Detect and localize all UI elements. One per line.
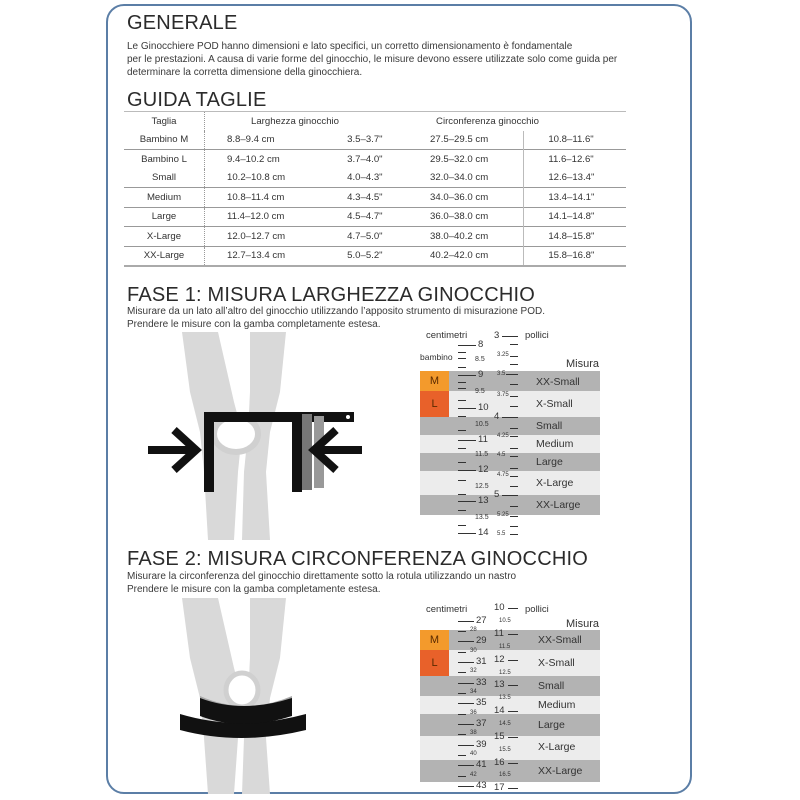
inch-major-label: 10: [494, 602, 505, 613]
inch-major-label: 13: [494, 679, 505, 690]
cm-minor-label: 10.5: [475, 421, 489, 428]
cm-major-label: 35: [476, 697, 487, 708]
inch-minor-label: 4.25: [497, 433, 509, 439]
cm-major-label: 9: [478, 369, 484, 380]
inch-minor-label: 15.5: [499, 747, 511, 753]
inch-major-label: 5: [494, 489, 500, 500]
phase1-text-line-1: Misurare da un lato all’altro del ginocchio utilizzando l’apposito strumento di misurazione POD.: [127, 306, 545, 317]
inch-major-label: 4: [494, 411, 500, 422]
cm-major-label: 39: [476, 739, 487, 750]
badge-kid-m: M: [420, 371, 449, 391]
cm-minor-label: 36: [470, 710, 477, 716]
inch-minor-label: 14.5: [499, 721, 511, 727]
phase2-text-line-2: Prendere le misure con la gamba completamente estesa.: [127, 584, 381, 595]
cm-minor-label: 12.5: [475, 483, 489, 490]
size-label: Misura: [566, 358, 600, 370]
inch-minor-label: 4.5: [497, 452, 506, 458]
cell-size: Large: [124, 207, 205, 227]
cell-circ-in: 12.6–13.4": [548, 172, 595, 184]
band-label: XX-Small: [538, 634, 582, 646]
badge-kid-l: L: [420, 650, 449, 676]
table-row: [124, 207, 626, 227]
cell-size: Bambino M: [124, 131, 205, 150]
cell-circ-cm: 38.0–40.2 cm: [410, 227, 524, 247]
cell-circ-in: 13.4–14.1": [524, 188, 626, 208]
cell-width-in: 3.7–4.0": [321, 150, 410, 169]
cell-width-in: 4.5–4.7": [321, 207, 410, 227]
inch-minor-label: 5.25: [497, 512, 509, 518]
section-title-phase1: FASE 1: MISURA LARGHEZZA GINOCCHIO: [127, 284, 535, 306]
band-label: XX-Large: [536, 499, 581, 511]
cell-width-in: 4.7–5.0": [321, 227, 410, 247]
header-width: Larghezza ginocchio: [251, 115, 340, 127]
cell-width-cm: 10.8–11.4 cm: [205, 188, 322, 208]
cm-major-label: 33: [476, 677, 487, 688]
cm-minor-label: 9.5: [475, 388, 485, 395]
cell-circ-cm: 36.0–38.0 cm: [410, 207, 524, 227]
badge-kid-m: M: [420, 630, 449, 650]
cm-minor-label: 28: [470, 627, 477, 633]
inch-major-label: 11: [494, 628, 504, 639]
cm-minor-label: 8.5: [475, 356, 485, 363]
cm-minor-label: 32: [470, 668, 477, 674]
cell-width-cm: 11.4–12.0 cm: [205, 207, 322, 227]
inch-minor-label: 13.5: [499, 695, 511, 701]
cm-major-label: 27: [476, 615, 487, 626]
table-row: [124, 150, 626, 169]
table-row: [124, 131, 626, 150]
phase1-text-line-2: Prendere le misure con la gamba completamente estesa.: [127, 319, 381, 330]
cm-minor-label: 13.5: [475, 514, 489, 521]
cm-major-label: 11: [478, 434, 488, 445]
knee-caliper-illustration: [130, 332, 380, 540]
cell-circ-in: 15.8–16.8": [524, 246, 626, 266]
band-label: Small: [538, 680, 565, 692]
width-ruler-chart: [420, 330, 610, 540]
band-label: X-Small: [536, 398, 573, 410]
band-label: X-Large: [536, 477, 574, 489]
inch-minor-label: 5.5: [497, 531, 506, 537]
cell-size: Medium: [124, 188, 205, 208]
band-label: Large: [536, 456, 563, 468]
cell-circ-cm: 27.5–29.5 cm: [410, 131, 524, 150]
cell-width-cm: 12.7–13.4 cm: [205, 246, 322, 266]
cell-circ-in: 14.1–14.8": [524, 207, 626, 227]
inch-minor-label: 16.5: [499, 772, 511, 778]
cm-major-label: 37: [476, 718, 487, 729]
band-small: [420, 676, 600, 696]
cell-width-in: 3.5–3.7": [347, 134, 383, 146]
band-label: X-Small: [538, 657, 575, 669]
band-label: Medium: [536, 438, 574, 450]
cell-circ-in: 10.8–11.6": [548, 134, 594, 146]
inch-major-label: 12: [494, 654, 505, 665]
cell-width-in: 5.0–5.2": [321, 246, 410, 266]
cm-minor-label: 40: [470, 751, 477, 757]
cm-label: centimetri: [426, 604, 468, 615]
cell-width-in: 4.0–4.3": [347, 172, 383, 184]
band-label: Large: [538, 719, 565, 731]
cell-size: X-Large: [124, 227, 205, 247]
inch-major-label: 3: [494, 330, 500, 341]
section-title-general: GENERALE: [127, 12, 238, 34]
cm-minor-label: 34: [470, 689, 477, 695]
inch-minor-label: 3.5: [497, 371, 506, 377]
cm-minor-label: 38: [470, 730, 477, 736]
band-small: [420, 417, 600, 435]
table-row: [124, 169, 626, 188]
inch-major-label: 16: [494, 757, 505, 768]
general-text-line-1: Le Ginocchiere POD hanno dimensioni e lato specifici, un corretto dimensionamento è fondamentale: [127, 41, 573, 52]
section-title-size-guide: GUIDA TAGLIE: [127, 89, 267, 111]
inch-minor-label: 3.25: [497, 352, 509, 358]
cell-width-cm: 9.4–10.2 cm: [205, 150, 322, 169]
band-label: Medium: [538, 699, 576, 711]
cell-circ-cm: 40.2–42.0 cm: [410, 246, 524, 266]
inch-major-label: 14: [494, 705, 505, 716]
inch-minor-label: 3.75: [497, 392, 509, 398]
inch-label: pollici: [525, 604, 549, 615]
cm-major-label: 10: [478, 402, 489, 413]
cm-major-label: 29: [476, 635, 487, 646]
cell-size: Bambino L: [124, 150, 205, 169]
band-label: XX-Large: [538, 765, 583, 777]
cm-label: centimetri: [426, 330, 468, 341]
header-circumference: Circonferenza ginocchio: [436, 115, 539, 127]
cell-circ-in: 14.8–15.8": [524, 227, 626, 247]
band-label: X-Large: [538, 741, 576, 753]
table-row: [124, 227, 626, 247]
kid-label: bambino: [420, 352, 453, 362]
cm-major-label: 43: [476, 780, 487, 791]
band-label: XX-Small: [536, 376, 580, 388]
cm-major-label: 13: [478, 495, 489, 506]
inch-minor-label: 4.75: [497, 472, 509, 478]
size-label: Misura: [566, 618, 600, 630]
inch-major-label: 17: [494, 782, 505, 793]
section-title-phase2: FASE 2: MISURA CIRCONFERENZA GINOCCHIO: [127, 548, 588, 570]
circumference-ruler-chart: [420, 598, 610, 796]
table-row: [124, 188, 626, 208]
cell-width-cm: 12.0–12.7 cm: [205, 227, 322, 247]
cm-major-label: 31: [476, 656, 487, 667]
inch-major-label: 15: [494, 731, 505, 742]
cell-size: XX-Large: [124, 246, 205, 266]
inch-minor-label: 11.5: [499, 644, 511, 650]
general-text-line-3: determinare la corretta dimensione della ginocchiera.: [127, 67, 363, 78]
knee-tape-illustration: [130, 598, 380, 794]
inch-minor-label: 10.5: [499, 618, 511, 624]
cell-circ-cm: 29.5–32.0 cm: [410, 150, 524, 169]
table-header-row: [124, 112, 626, 131]
cm-major-label: 12: [478, 464, 489, 475]
cell-circ-cm: 32.0–34.0 cm: [410, 169, 524, 188]
general-text-line-2: per le prestazioni. A causa di varie forme del ginocchio, le misure devono essere utilizzate solo come guida per: [127, 54, 618, 65]
inch-minor-label: 12.5: [499, 670, 511, 676]
phase2-text-line-1: Misurare la circonferenza del ginocchio direttamente sotto la rotula utilizzando un nastro: [127, 571, 517, 582]
cell-size: Small: [124, 169, 205, 188]
cm-major-label: 14: [478, 527, 489, 538]
cell-width-in: 4.3–4.5": [321, 188, 410, 208]
cell-width-cm: 10.2–10.8 cm: [227, 172, 286, 184]
cm-minor-label: 30: [470, 648, 477, 654]
inch-label: pollici: [525, 330, 549, 341]
size-table: [124, 111, 626, 267]
cm-major-label: 41: [476, 759, 487, 770]
badge-kid-l: L: [420, 391, 449, 417]
header-size: Taglia: [124, 112, 205, 131]
band-label: Small: [536, 420, 563, 432]
table-row: [124, 246, 626, 266]
cell-width-cm: 8.8–9.4 cm: [227, 134, 275, 146]
cm-minor-label: 11.5: [475, 451, 489, 458]
cm-major-label: 8: [478, 339, 484, 350]
cell-circ-cm: 34.0–36.0 cm: [410, 188, 524, 208]
cm-minor-label: 42: [470, 772, 477, 778]
cell-circ-in: 11.6–12.6": [524, 150, 626, 169]
